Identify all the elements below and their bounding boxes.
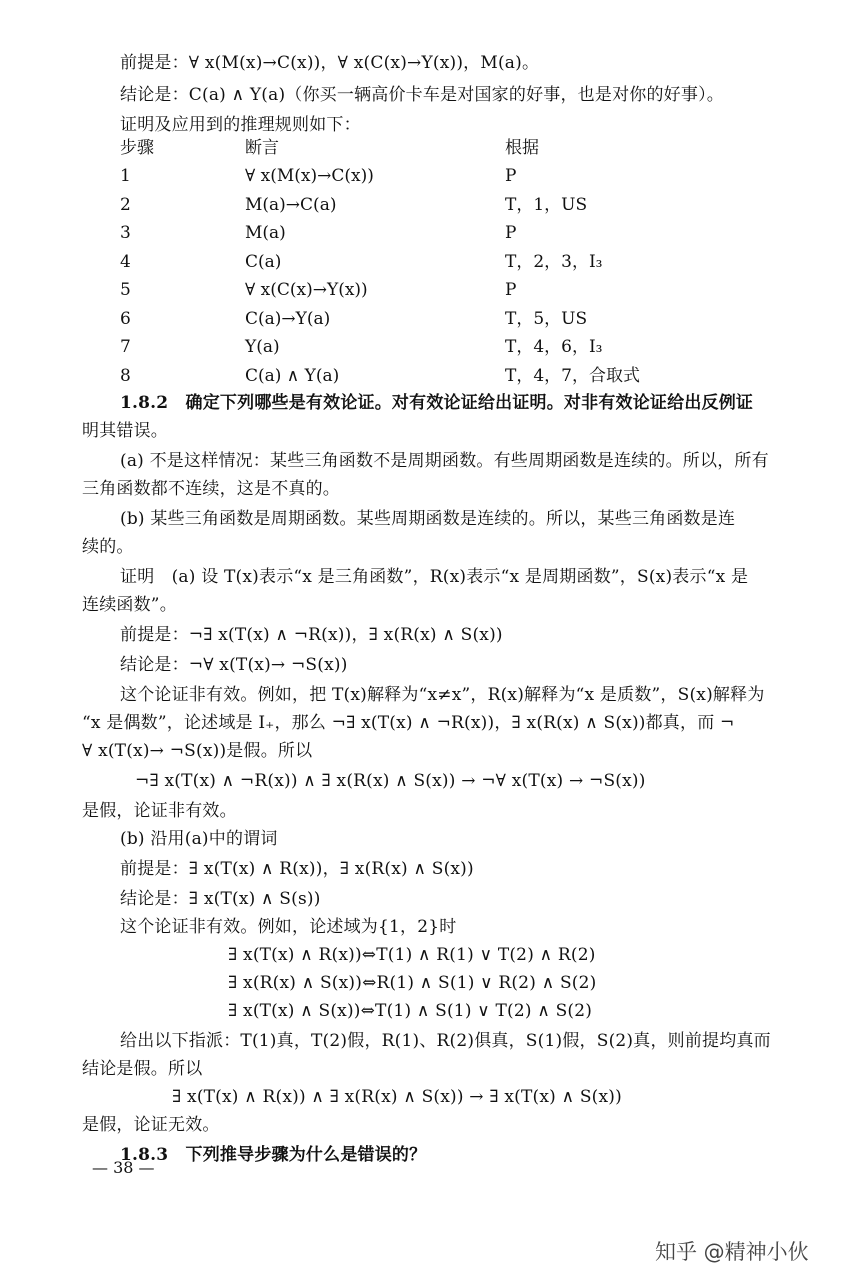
step-row <box>120 164 640 188</box>
body-line: 结论是：¬∀ x(T(x)→ ¬S(x)) <box>120 655 348 675</box>
body-line: (b) 沿用(a)中的谓词 <box>120 829 278 849</box>
step-number: 1 <box>120 166 131 186</box>
step-basis: P <box>505 166 517 186</box>
body-line: 结论是假。所以 <box>82 1059 203 1079</box>
step-basis: P <box>505 280 517 300</box>
body-line: 1.8.3 下列推导步骤为什么是错误的？ <box>120 1145 427 1165</box>
step-assertion: Y(a) <box>245 337 280 357</box>
step-number: 4 <box>120 251 131 272</box>
step-assertion: ∀ x(M(x)→C(x)) <box>245 166 374 186</box>
step-row <box>120 364 640 388</box>
step-assertion: ∀ x(C(x)→Y(x)) <box>245 280 368 300</box>
body-line: 续的。 <box>82 537 134 557</box>
steps-table-header <box>120 136 640 160</box>
step-row <box>120 193 640 217</box>
step-basis: P <box>505 223 517 243</box>
header-step: 步骤 <box>120 138 154 158</box>
body-line: 是假，论证无效。 <box>82 1115 220 1135</box>
step-row <box>120 335 640 359</box>
body-line: 证明 (a) 设 T(x)表示“x 是三角函数”，R(x)表示“x 是周期函数”，S(x)表示“x 是 <box>120 567 749 587</box>
step-assertion: C(a) ∧ Y(a) <box>245 365 340 386</box>
step-number: 2 <box>120 194 131 215</box>
body-line: ¬∃ x(T(x) ∧ ¬R(x)) ∧ ∃ x(R(x) ∧ S(x)) → ¬∀ x(T(x) → ¬S(x)) <box>135 771 646 791</box>
body-line: ∃ x(T(x) ∧ S(x))⇔T(1) ∧ S(1) ∨ T(2) ∧ S(2) <box>228 1001 593 1021</box>
lines-line: 证明及应用到的推理规则如下： <box>120 115 361 135</box>
step-row <box>120 221 640 245</box>
body-line: 连续函数”。 <box>82 595 177 615</box>
body-line: 前提是：¬∃ x(T(x) ∧ ¬R(x))，∃ x(R(x) ∧ S(x)) <box>120 625 503 645</box>
step-basis: T，4，6，I₃ <box>505 337 603 357</box>
body-line: 明其错误。 <box>82 421 168 441</box>
lines-line: 结论是：C(a) ∧ Y(a)（你买一辆高价卡车是对国家的好事，也是对你的好事）。 <box>120 85 724 105</box>
body-line: (a) 不是这样情况：某些三角函数不是周期函数。有些周期函数是连续的。所以，所有 <box>120 451 769 471</box>
body-line: 这个论证非有效。例如，论述域为{1，2}时 <box>120 917 457 937</box>
lines-line: 前提是：∀ x(M(x)→C(x))，∀ x(C(x)→Y(x))，M(a)。 <box>120 53 540 73</box>
step-assertion: M(a) <box>245 223 286 243</box>
body-line: “x 是偶数”，论述域是 I₊，那么 ¬∃ x(T(x) ∧ ¬R(x))，∃ x(R(x) ∧ S(x))都真，而 ¬ <box>82 713 735 733</box>
step-basis: T，1，US <box>505 194 588 215</box>
body-line: (b) 某些三角函数是周期函数。某些周期函数是连续的。所以，某些三角函数是连 <box>120 509 736 529</box>
watermark: 知乎 @精神小伙 <box>655 1240 809 1264</box>
step-number: 7 <box>120 337 131 357</box>
body-line: 是假，论证非有效。 <box>82 801 237 821</box>
body-line: ∃ x(R(x) ∧ S(x))⇔R(1) ∧ S(1) ∨ R(2) ∧ S(2) <box>228 973 597 993</box>
step-row <box>120 250 640 274</box>
body-line: ∀ x(T(x)→ ¬S(x))是假。所以 <box>82 741 313 761</box>
step-assertion: C(a) <box>245 251 282 272</box>
header-assertion: 断言 <box>245 138 279 158</box>
body-line: 给出以下指派：T(1)真，T(2)假，R(1)、R(2)俱真，S(1)假，S(2)真，则前提均真而 <box>120 1031 771 1051</box>
step-basis: T，2，3，I₃ <box>505 251 603 272</box>
step-number: 8 <box>120 365 131 386</box>
step-row <box>120 278 640 302</box>
step-number: 6 <box>120 308 131 329</box>
step-assertion: C(a)→Y(a) <box>245 308 331 329</box>
body-line: 1.8.2 确定下列哪些是有效论证。对有效论证给出证明。对非有效论证给出反例证 <box>120 393 754 413</box>
step-basis: T，5，US <box>505 308 588 329</box>
body-line: 三角函数都不连续，这是不真的。 <box>82 479 340 499</box>
step-number: 5 <box>120 280 131 300</box>
body-line: 前提是：∃ x(T(x) ∧ R(x))，∃ x(R(x) ∧ S(x)) <box>120 859 474 879</box>
header-basis: 根据 <box>505 138 539 158</box>
body-line: ∃ x(T(x) ∧ R(x))⇔T(1) ∧ R(1) ∨ T(2) ∧ R(2) <box>228 945 596 965</box>
page-number: — 38 — <box>92 1158 155 1177</box>
body-line: 结论是：∃ x(T(x) ∧ S(s)) <box>120 889 321 909</box>
body-line: ∃ x(T(x) ∧ R(x)) ∧ ∃ x(R(x) ∧ S(x)) → ∃ x(T(x) ∧ S(x)) <box>172 1087 622 1107</box>
step-row <box>120 307 640 331</box>
step-basis: T，4，7，合取式 <box>505 365 640 386</box>
step-number: 3 <box>120 223 131 243</box>
body-line: 这个论证非有效。例如，把 T(x)解释为“x≠x”，R(x)解释为“x 是质数”，S(x)解释为 <box>120 685 765 705</box>
step-assertion: M(a)→C(a) <box>245 194 337 215</box>
